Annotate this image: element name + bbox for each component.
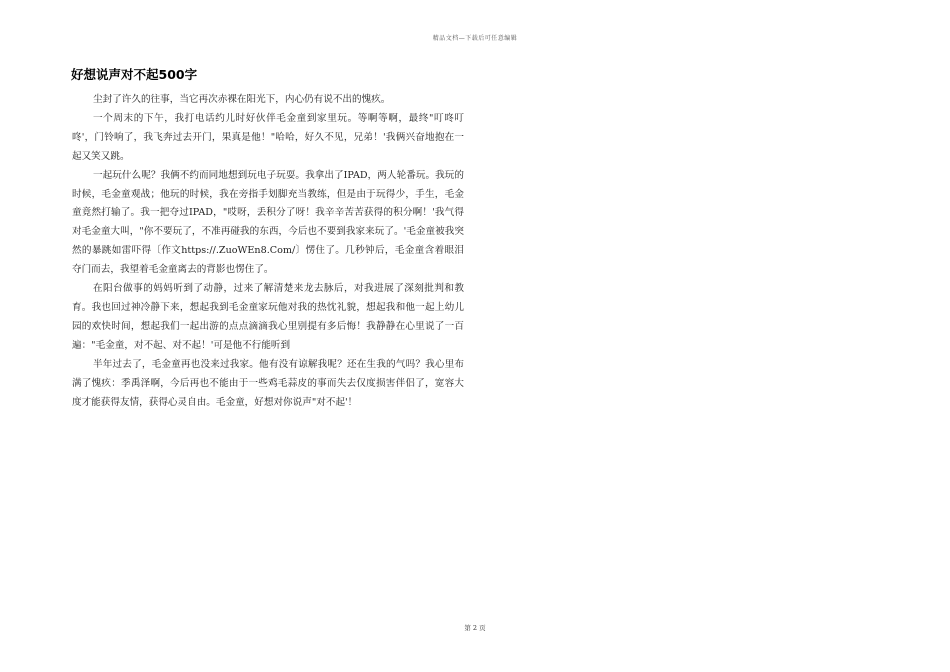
paragraph: 在阳台做事的妈妈听到了动静，过来了解清楚来龙去脉后，对我进展了深刻批判和教育。我也回过神冷静下来，想起我到毛金童家玩他对我的热忱礼貌，想起我和他一起上幼儿园的欢快时间，想起我们一起出游的点点滴滴我心里别提有多后悔！我静静在心里说了一百遍："毛金童，对不起、对不起！'可是他不行能听到 bbox=[72, 283, 464, 351]
document-title: 好想说声对不起500字 bbox=[71, 67, 198, 82]
paragraph: 一起玩什么呢？我俩不约而同地想到玩电子玩耍。我拿出了IPAD，两人轮番玩。我玩的时候，毛金童观战；他玩的时候，我在旁指手划脚充当教练，但是由于玩得少，手生，毛金童竟然打输了。我一把夺过IPAD，"哎呀，丢积分了呀！我辛辛苦苦获得的积分啊！'我气得对毛金童大叫，"你不要玩了，不准再碰我的东西，今后也不要到我家来玩了。'毛金童被我突然的暴跳如雷吓得〔作文https://.ZuoWEn8.Com/〕愣住了。几秒钟后，毛金童含着眼泪夺门而去，我望着毛金童离去的背影也愣住了。 bbox=[72, 169, 464, 276]
page-number: 第 2 页 bbox=[464, 624, 486, 632]
paragraph: 一个周末的下午，我打电话约儿时好伙伴毛金童到家里玩。等啊等啊，最终"叮咚叮咚'，门铃响了，我飞奔过去开门，果真是他！"哈哈，好久不见，兄弟！'我俩兴奋地抱在一起又笑又跳。 bbox=[72, 112, 464, 162]
page-header: 精品文档—下载后可任意编辑 bbox=[432, 35, 518, 42]
document-body bbox=[72, 91, 464, 412]
paragraph: 半年过去了，毛金童再也没来过我家。他有没有谅解我呢？还在生我的气吗？我心里布满了愧疚：季禹泽啊，今后再也不能由于一些鸡毛蒜皮的事而失去仅度损害伴侣了，宽容大度才能获得友情，获得心灵自由。毛金童，好想对你说声"对不起'！ bbox=[72, 358, 464, 408]
paragraph: 尘封了许久的往事，当它再次赤裸在阳光下，内心仍有说不出的愧疚。 bbox=[93, 94, 391, 105]
